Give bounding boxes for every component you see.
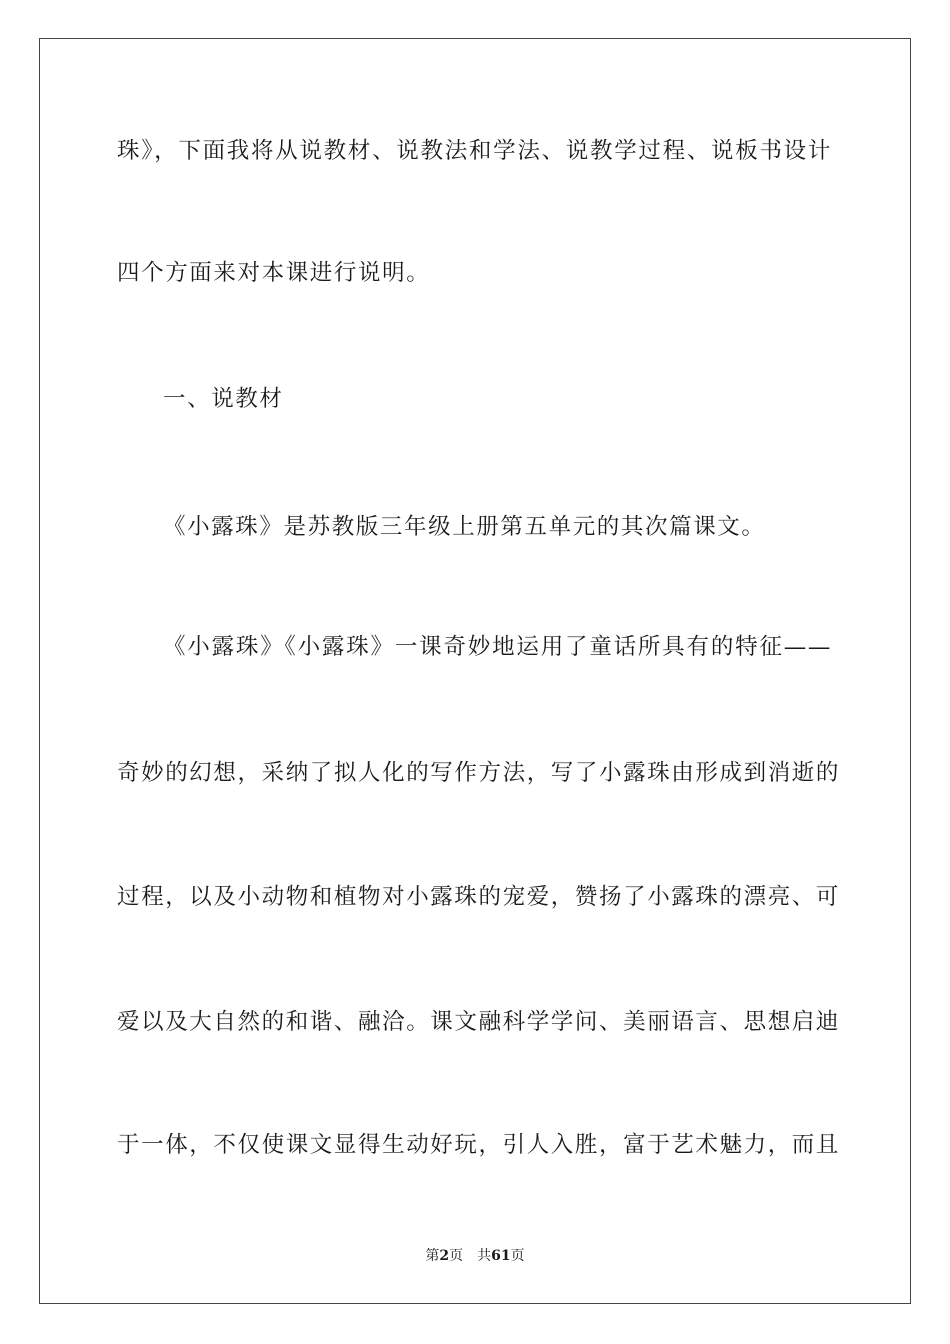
body-line-7: 爱以及大自然的和谐、融洽。课文融科学学问、美丽语言、思想启迪 (117, 1009, 841, 1035)
total-suffix: 页 (510, 1248, 525, 1264)
page-border (39, 38, 911, 1304)
page-prefix: 第 (425, 1248, 440, 1264)
total-prefix: 共 (477, 1248, 492, 1264)
body-line-3: 《小露珠》是苏教版三年级上册第五单元的其次篇课文。 (163, 514, 766, 540)
body-line-4: 《小露珠》《小露珠》一课奇妙地运用了童话所具有的特征—— (163, 634, 832, 660)
body-line-8: 于一体，不仅使课文显得生动好玩，引人入胜，富于艺术魅力，而且 (117, 1132, 841, 1158)
total-pages: 61 (491, 1248, 511, 1264)
page-number: 2 (439, 1248, 450, 1264)
body-line-2: 四个方面来对本课进行说明。 (117, 260, 431, 286)
body-line-6: 过程，以及小动物和植物对小露珠的宠爱，赞扬了小露珠的漂亮、可 (117, 884, 841, 910)
body-line-1: 珠》，下面我将从说教材、说教法和学法、说教学过程、说板书设计 (117, 138, 832, 164)
page-footer (0, 1246, 950, 1266)
page-suffix: 页 (449, 1248, 464, 1264)
section-heading: 一、说教材 (163, 386, 284, 412)
body-line-5: 奇妙的幻想，采纳了拟人化的写作方法，写了小露珠由形成到消逝的 (117, 760, 841, 786)
